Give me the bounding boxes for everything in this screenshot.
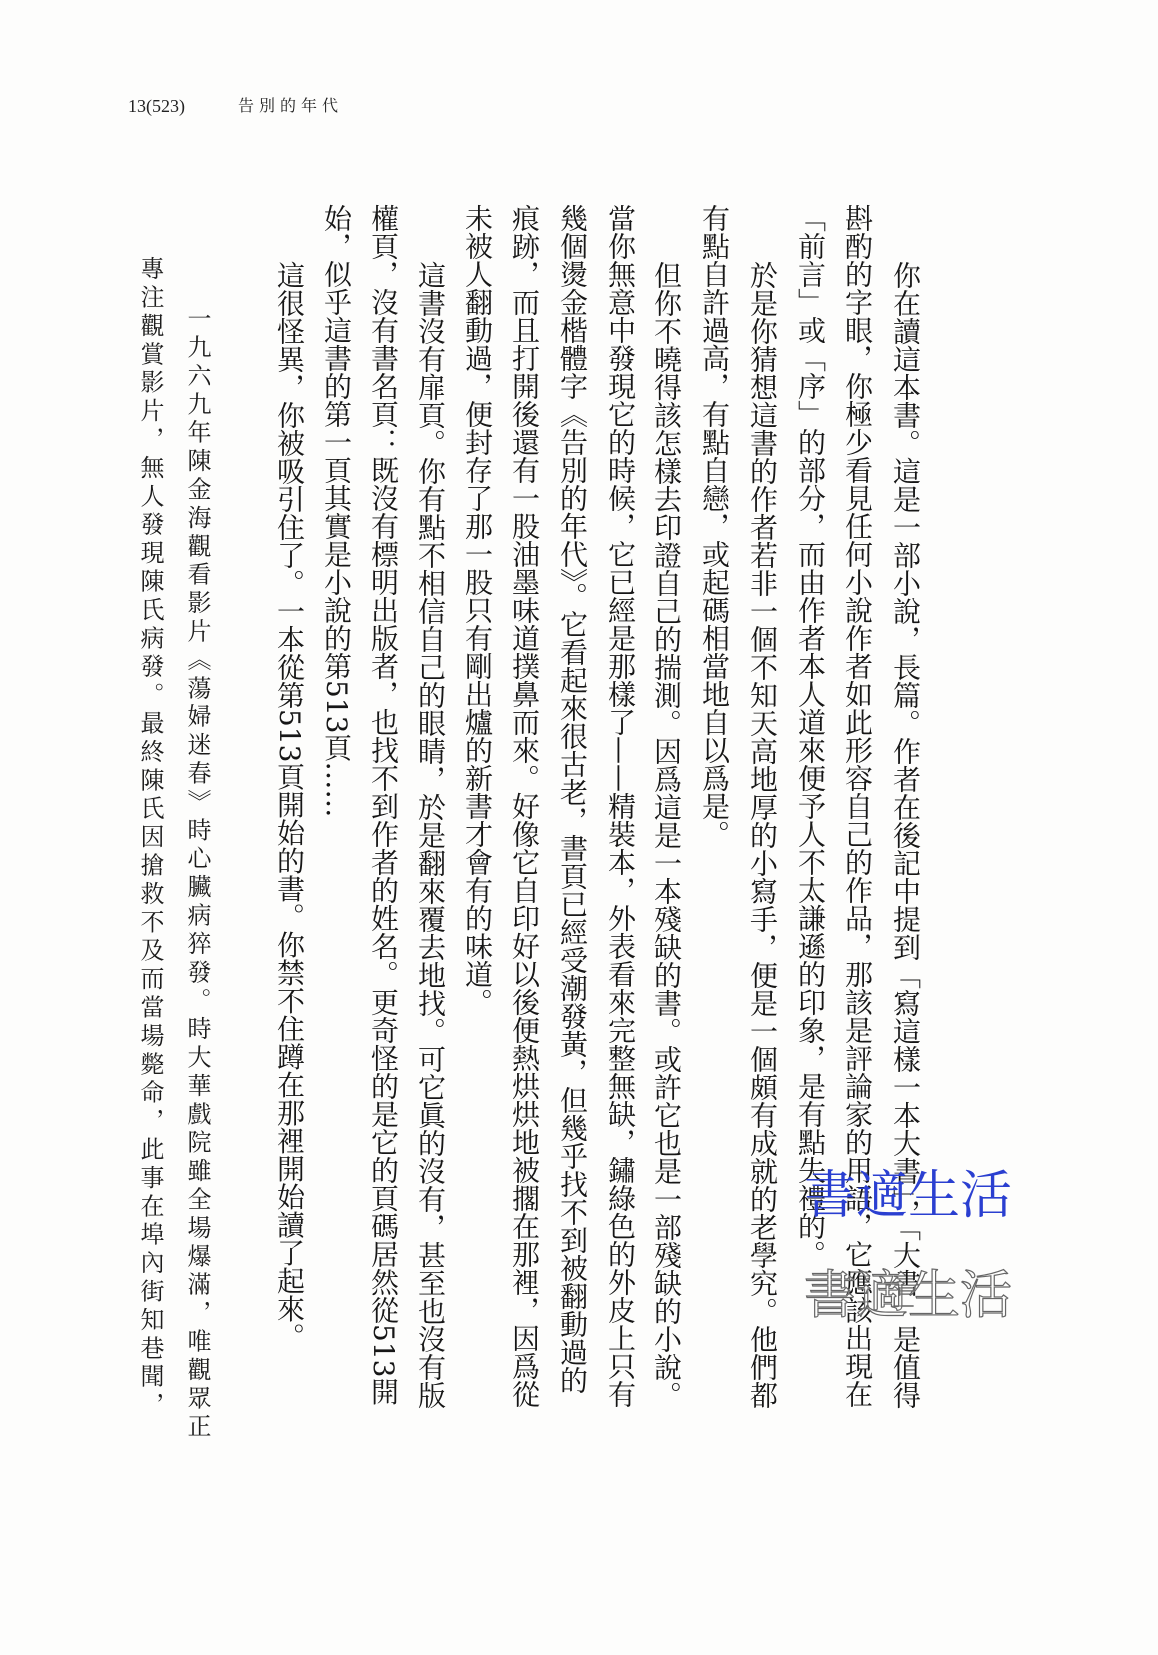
text-column-2: 斟酌的字眼，你極少看見任何小說作者如此形容自己的作品，那該是評論家的用語，它應該出現在 <box>841 204 874 1408</box>
text-column-6: 但你不曉得該怎樣去印證自己的揣測。因爲這是一本殘缺的書。或許它也是一部殘缺的小說。 <box>650 261 683 1409</box>
text-column-10: 未被人翻動過，便封存了那一股只有剛出爐的新書才會有的味道。 <box>461 204 494 1016</box>
text-column-12: 權頁，沒有書名頁：既沒有標明出版者，也找不到作者的姓名。更奇怪的是它的頁碼居然從513開 <box>367 204 400 1406</box>
text-column-8: 幾個燙金楷體字《告別的年代》。它看起來很古老，書頁已經受潮發黃，但幾乎找不到被翻動過的 <box>556 204 589 1394</box>
text-column-9: 痕跡，而且打開後還有一股油墨味道撲鼻而來。好像它自印好以後便熱烘烘地被擱在那裡，因爲從 <box>508 204 541 1408</box>
text-column-7: 當你無意中發現它的時候，它已經是那樣了——精裝本，外表看來完整無缺，鏽綠色的外皮上只有 <box>604 204 637 1408</box>
running-title: 告別的年代 <box>238 96 344 115</box>
text-column-11: 這書沒有扉頁。你有點不相信自己的眼睛，於是翻來覆去地找。可它眞的沒有，甚至也沒有版 <box>414 261 447 1409</box>
note-column-1: 一九六九年陳金海觀看影片《蕩婦迷春》時心臟病猝發。時大華戲院雖全場爆滿，唯觀眾正 <box>183 306 211 1442</box>
text-column-13: 始，似乎這書的第一頁其實是小說的第513頁…… <box>320 204 353 818</box>
watermark-primary: 書適生活 <box>804 1166 1013 1226</box>
text-column-4: 於是你猜想這書的作者若非一個不知天高地厚的小寫手，便是一個頗有成就的老學究。他們都 <box>746 261 779 1409</box>
text-column-14: 這很怪異，你被吸引住了。一本從第513頁開始的書。你禁不住蹲在那裡開始讀了起來。 <box>273 261 306 1351</box>
watermark-secondary: 書適生活 <box>804 1266 1013 1326</box>
text-column-1: 你在讀這本書。這是一部小說，長篇。作者在後記中提到「寫這樣一本大書」，「大書」是值得 <box>889 261 922 1409</box>
page-number: 13(523) <box>128 96 185 116</box>
note-column-2: 專注觀賞影片，無人發現陳氏病發。最終陳氏因搶救不及而當場斃命，此事在埠內街知巷聞， <box>136 256 164 1421</box>
text-column-5: 有點自許過高，有點自戀，或起碼相當地自以爲是。 <box>698 204 731 848</box>
text-column-3: 「前言」或「序」的部分，而由作者本人道來便予人不太謙遜的印象，是有點失禮的。 <box>794 204 827 1268</box>
